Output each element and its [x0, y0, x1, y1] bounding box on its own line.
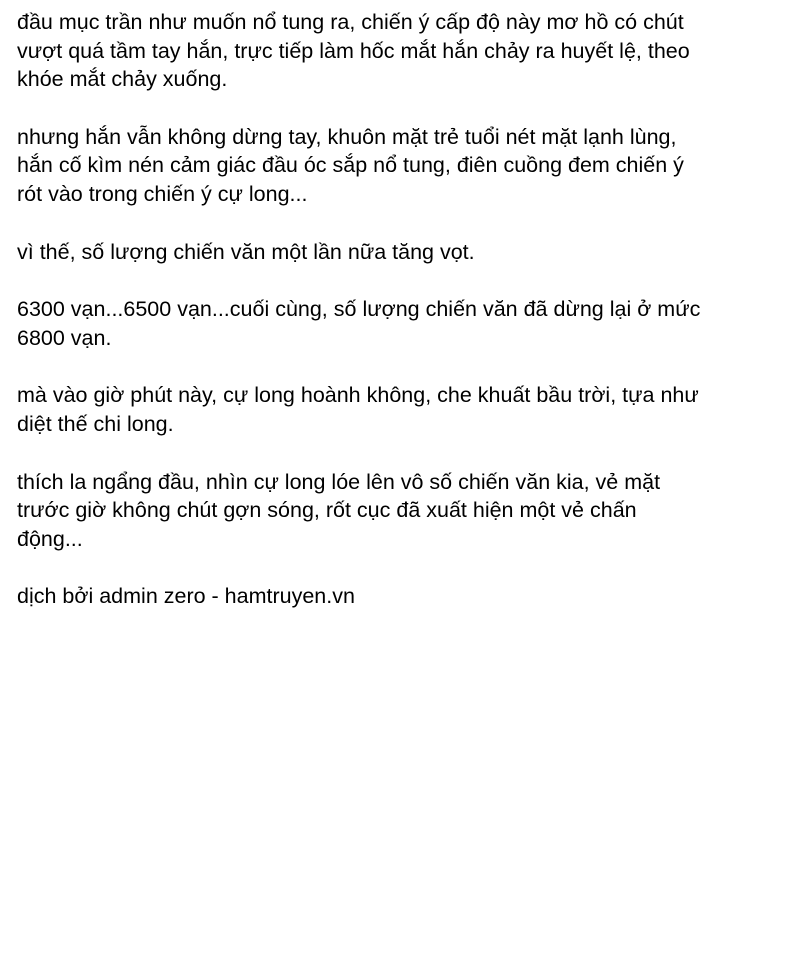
- paragraph-1: [17, 8, 792, 94]
- paragraph-2: [17, 123, 792, 209]
- text-line: mà vào giờ phút này, cự long hoành không, che khuất bầu trời, tựa như: [17, 383, 699, 408]
- text-line: 6800 vạn.: [17, 325, 112, 350]
- translator-credit: [17, 582, 792, 611]
- paragraph-6: [17, 468, 792, 554]
- text-line: thích la ngẩng đầu, nhìn cự long lóe lên vô số chiến văn kia, vẻ mặt: [17, 469, 661, 494]
- text-line: khóe mắt chảy xuống.: [17, 67, 228, 92]
- paragraph-4: [17, 295, 792, 352]
- paragraph-3: [17, 238, 792, 267]
- text-line: diệt thế chi long.: [17, 411, 174, 436]
- text-line: động...: [17, 526, 83, 551]
- story-text: [17, 8, 792, 640]
- text-line: trước giờ không chút gợn sóng, rốt cục đã xuất hiện một vẻ chấn: [17, 498, 637, 523]
- text-line: hắn cố kìm nén cảm giác đầu óc sắp nổ tung, điên cuồng đem chiến ý: [17, 153, 684, 178]
- text-line: vượt quá tầm tay hắn, trực tiếp làm hốc mắt hắn chảy ra huyết lệ, theo: [17, 38, 690, 63]
- text-line: rót vào trong chiến ý cự long...: [17, 181, 308, 206]
- text-line: dịch bởi admin zero - hamtruyen.vn: [17, 584, 355, 609]
- text-line: nhưng hắn vẫn không dừng tay, khuôn mặt trẻ tuổi nét mặt lạnh lùng,: [17, 124, 677, 149]
- paragraph-5: [17, 381, 792, 438]
- text-line: vì thế, số lượng chiến văn một lần nữa tăng vọt.: [17, 239, 475, 264]
- text-line: 6300 vạn...6500 vạn...cuối cùng, số lượng chiến văn đã dừng lại ở mức: [17, 297, 701, 322]
- text-line: đầu mục trần như muốn nổ tung ra, chiến ý cấp độ này mơ hồ có chút: [17, 10, 684, 34]
